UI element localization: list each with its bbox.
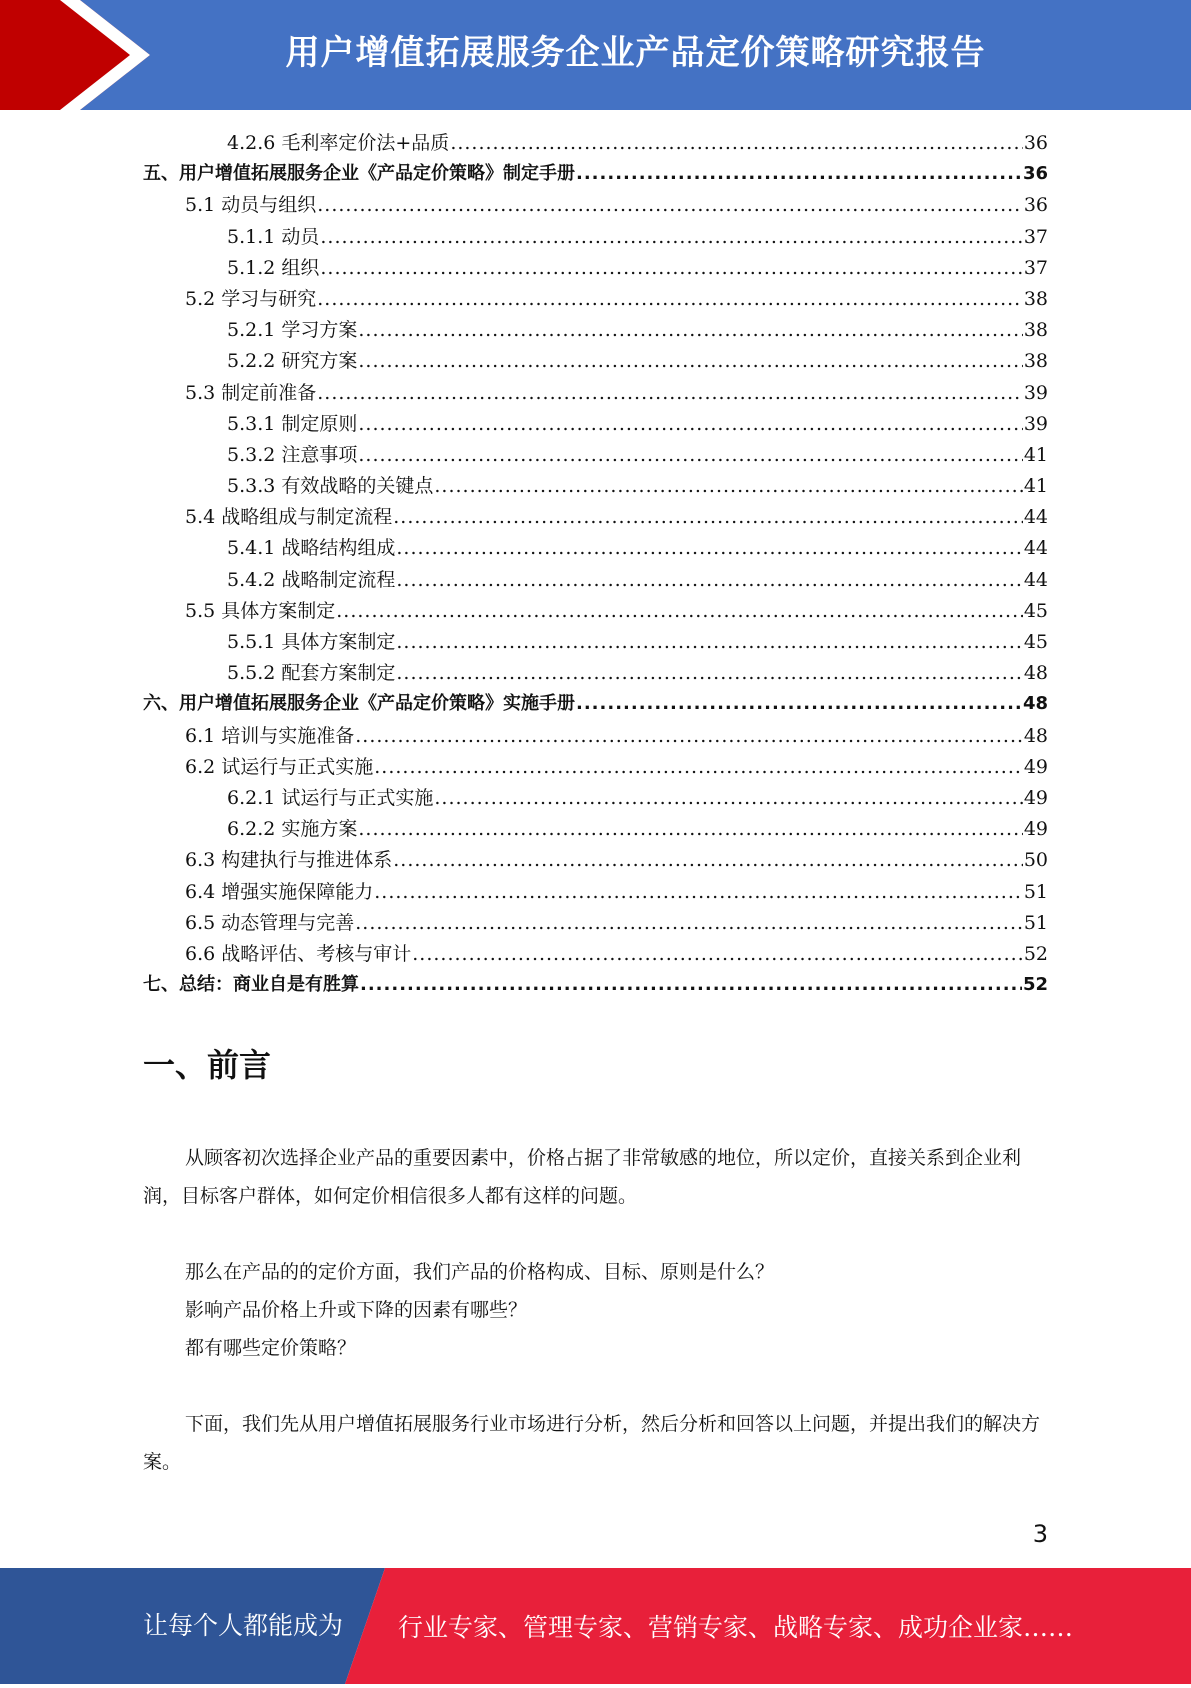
toc-entry-label: 5.5.2 配套方案制定 bbox=[227, 662, 396, 685]
toc-entry-label: 5.3 制定前准备 bbox=[185, 381, 317, 404]
toc-entry-page: 41 bbox=[1023, 443, 1048, 466]
toc-entry-label: 4.2.6 毛利率定价法+品质 bbox=[227, 132, 450, 154]
toc-entry[interactable] bbox=[143, 689, 1048, 720]
toc-leader-dots bbox=[358, 350, 1022, 372]
toc-entry[interactable] bbox=[143, 253, 1048, 284]
toc-entry[interactable] bbox=[143, 845, 1048, 876]
toc-leader-dots bbox=[396, 537, 1022, 559]
toc-entry-page: 44 bbox=[1023, 537, 1048, 560]
toc-leader-dots bbox=[355, 912, 1023, 934]
toc-entry[interactable] bbox=[143, 284, 1048, 315]
toc-entry-page: 51 bbox=[1023, 911, 1048, 934]
toc-entry-label: 5.5 具体方案制定 bbox=[185, 599, 336, 622]
toc-entry[interactable] bbox=[143, 721, 1048, 752]
footer-slogan-right: 行业专家、管理专家、营销专家、战略专家、成功企业家…… bbox=[398, 1613, 1074, 1642]
page-header bbox=[0, 0, 1191, 110]
toc-leader-dots bbox=[336, 600, 1023, 622]
toc-entry-page: 52 bbox=[1023, 942, 1048, 965]
toc-entry[interactable] bbox=[143, 533, 1048, 564]
toc-entry-page: 38 bbox=[1023, 350, 1048, 373]
toc-entry-page: 38 bbox=[1023, 287, 1048, 310]
toc-entry-label: 5.3.2 注意事项 bbox=[227, 443, 358, 466]
toc-entry-label: 五、用户增值拓展服务企业《产品定价策略》制定手册 bbox=[143, 163, 575, 185]
toc-leader-dots bbox=[358, 444, 1022, 466]
toc-entry-label: 6.2.1 试运行与正式实施 bbox=[227, 786, 434, 809]
toc-entry[interactable] bbox=[143, 783, 1048, 814]
toc-entry-label: 5.4 战略组成与制定流程 bbox=[185, 506, 393, 529]
toc-entry-page: 49 bbox=[1023, 818, 1048, 841]
toc-entry-page: 48 bbox=[1023, 662, 1048, 685]
toc-entry-page: 45 bbox=[1023, 599, 1048, 622]
toc-entry-label: 6.2.2 实施方案 bbox=[227, 818, 358, 841]
toc-entry-page: 49 bbox=[1023, 755, 1048, 778]
toc-entry-label: 6.4 增强实施保障能力 bbox=[185, 880, 374, 903]
toc-entry-page: 38 bbox=[1023, 319, 1048, 342]
toc-leader-dots bbox=[412, 943, 1023, 965]
toc-leader-dots bbox=[355, 725, 1023, 747]
toc-entry-label: 6.1 培训与实施准备 bbox=[185, 724, 355, 747]
toc-entry-page: 41 bbox=[1023, 475, 1048, 498]
toc-entry-page: 44 bbox=[1023, 506, 1048, 529]
toc-entry-page: 39 bbox=[1023, 412, 1048, 435]
toc-entry[interactable] bbox=[143, 471, 1048, 502]
toc-leader-dots bbox=[358, 319, 1022, 341]
toc-entry[interactable] bbox=[143, 565, 1048, 596]
page-footer bbox=[0, 1568, 1191, 1684]
toc-leader-dots bbox=[374, 756, 1023, 778]
toc-entry[interactable] bbox=[143, 970, 1048, 1001]
toc-entry-page: 48 bbox=[1022, 693, 1048, 715]
toc-leader-dots bbox=[434, 475, 1022, 497]
toc-entry[interactable] bbox=[143, 128, 1048, 159]
toc-entry-label: 5.1.1 动员 bbox=[227, 225, 320, 248]
question-line: 影响产品价格上升或下降的因素有哪些？ bbox=[185, 1299, 528, 1321]
toc-entry-page: 52 bbox=[1022, 974, 1048, 996]
toc-entry[interactable] bbox=[143, 409, 1048, 440]
toc-leader-dots bbox=[374, 881, 1023, 903]
report-title: 用户增值拓展服务企业产品定价策略研究报告 bbox=[285, 33, 986, 73]
toc-entry-page: 37 bbox=[1023, 225, 1048, 248]
toc-leader-dots bbox=[393, 506, 1023, 528]
toc-entry[interactable] bbox=[143, 378, 1048, 409]
toc-leader-dots bbox=[358, 413, 1022, 435]
toc-entry[interactable] bbox=[143, 814, 1048, 845]
toc-entry-label: 5.4.1 战略结构组成 bbox=[227, 537, 396, 560]
toc-leader-dots bbox=[396, 662, 1022, 684]
toc-entry-label: 5.4.2 战略制定流程 bbox=[227, 568, 396, 591]
toc-entry[interactable] bbox=[143, 222, 1048, 253]
toc-entry[interactable] bbox=[143, 627, 1048, 658]
toc-entry-label: 6.3 构建执行与推进体系 bbox=[185, 849, 393, 872]
question-line: 都有哪些定价策略？ bbox=[185, 1337, 357, 1359]
table-of-contents bbox=[143, 128, 1048, 1001]
toc-leader-dots bbox=[358, 818, 1022, 840]
toc-entry-label: 6.6 战略评估、考核与审计 bbox=[185, 942, 412, 965]
toc-entry-page: 51 bbox=[1023, 880, 1048, 903]
toc-entry[interactable] bbox=[143, 190, 1048, 221]
toc-entry-page: 45 bbox=[1023, 631, 1048, 653]
toc-entry-page: 36 bbox=[1022, 163, 1048, 185]
toc-entry[interactable] bbox=[143, 658, 1048, 689]
toc-leader-dots bbox=[434, 787, 1022, 809]
toc-entry[interactable] bbox=[143, 315, 1048, 346]
toc-entry-label: 5.3.3 有效战略的关键点 bbox=[227, 475, 434, 498]
toc-leader-dots bbox=[360, 974, 1022, 995]
toc-leader-dots bbox=[320, 257, 1022, 279]
toc-entry[interactable] bbox=[143, 752, 1048, 783]
toc-entry[interactable] bbox=[143, 346, 1048, 377]
toc-entry-label: 七、总结：商业自是有胜算 bbox=[143, 974, 359, 996]
toc-leader-dots bbox=[393, 849, 1023, 871]
toc-entry-label: 5.3.1 制定原则 bbox=[227, 412, 358, 435]
toc-leader-dots bbox=[396, 631, 1022, 653]
toc-entry-page: 50 bbox=[1023, 849, 1048, 872]
question-line: 那么在产品的的定价方面，我们产品的价格构成、目标、原则是什么？ bbox=[185, 1261, 775, 1283]
toc-entry-label: 六、用户增值拓展服务企业《产品定价策略》实施手册 bbox=[143, 693, 575, 715]
toc-entry[interactable] bbox=[143, 159, 1048, 190]
toc-entry[interactable] bbox=[143, 939, 1048, 970]
page-number: 3 bbox=[1032, 1520, 1048, 1548]
toc-entry-page: 37 bbox=[1023, 256, 1048, 279]
toc-entry-label: 5.2 学习与研究 bbox=[185, 287, 317, 310]
toc-leader-dots bbox=[320, 226, 1022, 248]
toc-entry-label: 5.1 动员与组织 bbox=[185, 194, 317, 217]
toc-entry-label: 6.2 试运行与正式实施 bbox=[185, 755, 374, 778]
toc-entry-label: 5.2.2 研究方案 bbox=[227, 350, 358, 373]
toc-leader-dots bbox=[317, 288, 1023, 310]
toc-leader-dots bbox=[576, 693, 1022, 714]
footer-slogan-left: 让每个人都能成为 bbox=[143, 1611, 344, 1640]
section-heading: 一、前言 bbox=[143, 1046, 272, 1084]
toc-entry-label: 5.1.2 组织 bbox=[227, 256, 320, 279]
toc-entry[interactable] bbox=[143, 502, 1048, 533]
toc-entry-label: 5.2.1 学习方案 bbox=[227, 319, 358, 342]
toc-entry-page: 36 bbox=[1023, 194, 1048, 217]
toc-entry-page: 48 bbox=[1023, 724, 1048, 747]
toc-entry-page: 44 bbox=[1023, 568, 1048, 591]
toc-leader-dots bbox=[317, 194, 1023, 216]
toc-entry-label: 5.5.1 具体方案制定 bbox=[227, 631, 396, 653]
toc-leader-dots bbox=[317, 382, 1023, 404]
toc-leader-dots bbox=[576, 163, 1022, 184]
toc-entry-page: 49 bbox=[1023, 786, 1048, 809]
closing-paragraph: 下面，我们先从用户增值拓展服务行业市场进行分析，然后分析和回答以上问题，并提出我们的解决方案。 bbox=[143, 1413, 1041, 1473]
toc-leader-dots bbox=[396, 569, 1022, 591]
toc-entry[interactable] bbox=[143, 596, 1048, 627]
toc-leader-dots bbox=[450, 132, 1023, 154]
toc-entry[interactable] bbox=[143, 908, 1048, 939]
intro-paragraph: 从顾客初次选择企业产品的重要因素中，价格占据了非常敏感的地位，所以定价，直接关系到企业利润，目标客户群体，如何定价相信很多人都有这样的问题。 bbox=[143, 1147, 1022, 1207]
toc-entry-page: 39 bbox=[1023, 381, 1048, 404]
toc-entry[interactable] bbox=[143, 877, 1048, 908]
toc-entry-label: 6.5 动态管理与完善 bbox=[185, 911, 355, 934]
toc-entry-page: 36 bbox=[1023, 132, 1048, 154]
toc-entry[interactable] bbox=[143, 440, 1048, 471]
